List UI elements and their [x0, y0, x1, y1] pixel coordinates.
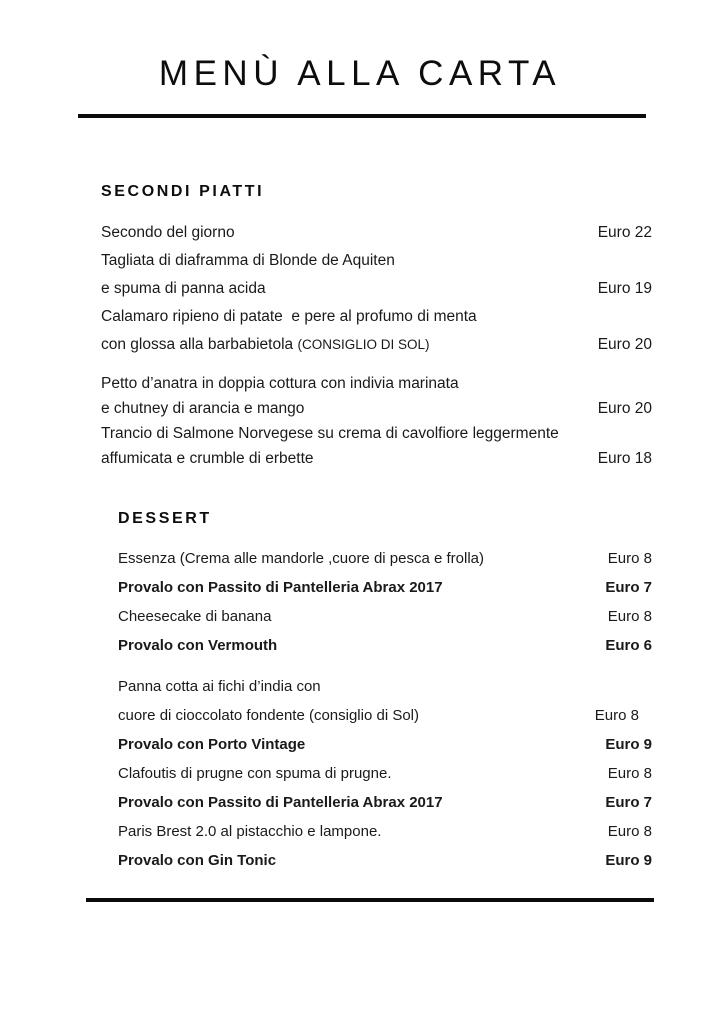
section-heading-secondi-piatti: SECONDI PIATTI	[101, 183, 265, 200]
menu-item-label: Calamaro ripieno di patate e pere al profumo di menta	[101, 308, 477, 326]
menu-item-row	[118, 846, 652, 875]
menu-item-row	[101, 371, 652, 396]
footer-divider	[86, 898, 654, 902]
title-block	[0, 0, 724, 118]
secondi-piatti-list	[101, 219, 652, 471]
section-secondi-piatti	[101, 182, 652, 471]
menu-item-row	[101, 275, 652, 303]
section-dessert	[118, 509, 652, 875]
menu-item-price: Euro 22	[597, 224, 652, 242]
menu-item-price: Euro 7	[605, 579, 652, 597]
menu-item-row	[101, 303, 652, 331]
menu-item-row	[101, 247, 652, 275]
menu-item-row	[118, 759, 652, 788]
menu-item-row	[101, 396, 652, 421]
menu-item-label: e spuma di panna acida	[101, 280, 266, 298]
menu-item-label: Provalo con Vermouth	[118, 637, 278, 655]
menu-item-row	[118, 788, 652, 817]
menu-item-price: Euro 8	[594, 707, 639, 725]
menu-item-row	[118, 701, 652, 730]
menu-item-label: Provalo con Porto Vintage	[118, 736, 306, 754]
section-heading-dessert: DESSERT	[118, 510, 212, 527]
menu-item-price: Euro 6	[605, 637, 652, 655]
page-title: MENÙ ALLA CARTA	[158, 54, 562, 93]
menu-item-label: Secondo del giorno	[101, 224, 235, 242]
menu-item-label: Paris Brest 2.0 al pistacchio e lampone.	[118, 823, 382, 841]
menu-item-price: Euro 9	[605, 736, 652, 754]
menu-item-row	[118, 544, 652, 573]
menu-item-label: Panna cotta ai fichi d’india con	[118, 678, 321, 696]
menu-item-row	[101, 446, 652, 471]
menu-item-price: Euro 9	[605, 852, 652, 870]
menu-item-row	[101, 421, 652, 446]
menu-item-price: Euro 8	[607, 608, 652, 626]
menu-item-price: Euro 8	[607, 823, 652, 841]
menu-item-row	[101, 331, 652, 359]
menu-item-label: Trancio di Salmone Norvegese su crema di cavolfiore leggermente	[101, 425, 559, 443]
menu-item-row	[118, 730, 652, 759]
menu-item-price: Euro 7	[605, 794, 652, 812]
menu-item-row	[118, 817, 652, 846]
menu-item-label: Essenza (Crema alle mandorle ,cuore di pesca e frolla)	[118, 550, 484, 568]
menu-item-label: Provalo con Passito di Pantelleria Abrax 2017	[118, 579, 443, 597]
menu-item-row	[118, 573, 652, 602]
dessert-list	[118, 544, 652, 875]
menu-item-note: (CONSIGLIO DI SOL)	[297, 337, 430, 353]
menu-item-label: con glossa alla barbabietola (CONSIGLIO DI SOL)	[101, 336, 430, 354]
menu-item-price: Euro 8	[607, 765, 652, 783]
menu-item-label: cuore di cioccolato fondente (consiglio di Sol)	[118, 707, 420, 725]
menu-item-label: affumicata e crumble di erbette	[101, 450, 314, 468]
menu-item-label: Provalo con Gin Tonic	[118, 852, 277, 870]
menu-item-row	[101, 219, 652, 247]
menu-item-row	[118, 672, 652, 701]
menu-item-price: Euro 20	[597, 400, 652, 418]
menu-item-label: Clafoutis di prugne con spuma di prugne.	[118, 765, 392, 783]
menu-item-label: Petto d’anatra in doppia cottura con indivia marinata	[101, 375, 459, 393]
menu-item-price: Euro 19	[597, 280, 652, 298]
menu-item-label: Provalo con Passito di Pantelleria Abrax 2017	[118, 794, 443, 812]
title-divider	[78, 114, 646, 118]
menu-item-row	[118, 602, 652, 631]
menu-item-price: Euro 18	[597, 450, 652, 468]
menu-item-row	[118, 631, 652, 660]
menu-item-label: Tagliata di diaframma di Blonde de Aquiten	[101, 252, 395, 270]
menu-item-label: Cheesecake di banana	[118, 608, 272, 626]
menu-item-price: Euro 20	[597, 336, 652, 354]
menu-item-price: Euro 8	[607, 550, 652, 568]
menu-item-label: e chutney di arancia e mango	[101, 400, 305, 418]
